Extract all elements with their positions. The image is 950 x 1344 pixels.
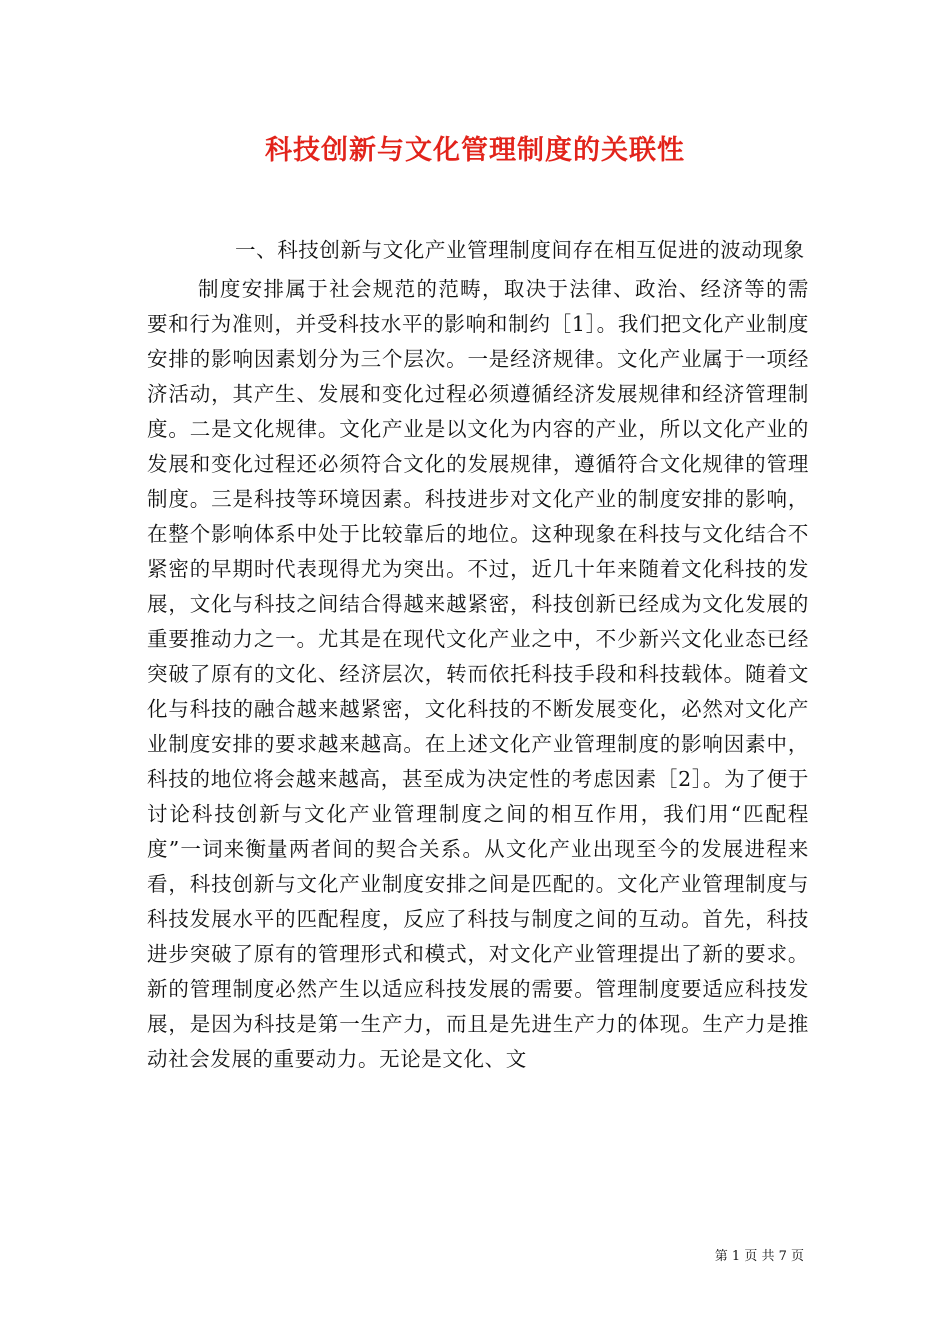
body-paragraph: 制度安排属于社会规范的范畴，取决于法律、政治、经济等的需要和行为准则，并受科技水平的影响和制约［1］。我们把文化产业制度安排的影响因素划分为三个层次。一是经济规律。文化产业属于一项经济活动，其产生、发展和变化过程必须遵循经济发展规律和经济管理制度。二是文化规律。文化产业是以文化为内容的产业，所以文化产业的发展和变化过程还必须符合文化的发展规律，遵循符合文化规律的管理制度。三是科技等环境因素。科技进步对文化产业的制度安排的影响，在整个影响体系中处于比较靠后的地位。这种现象在科技与文化结合不紧密的早期时代表现得尤为突出。不过，近几十年来随着文化科技的发展，文化与科技之间结合得越来越紧密，科技创新已经成为文化发展的重要推动力之一。尤其是在现代文化产业之中，不少新兴文化业态已经突破了原有的文化、经济层次，转而依托科技手段和科技载体。随着文化与科技的融合越来越紧密，文化科技的不断发展变化，必然对文化产业制度安排的要求越来越高。在上述文化产业管理制度的影响因素中，科技的地位将会越来越高，甚至成为决定性的考虑因素［2］。为了便于讨论科技创新与文化产业管理制度之间的相互作用，我们用“匹配程度”一词来衡量两者间的契合关系。从文化产业出现至今的发展进程来看，科技创新与文化产业制度安排之间是匹配的。文化产业管理制度与科技发展水平的匹配程度，反应了科技与制度之间的互动。首先，科技进步突破了原有的管理形式和模式，对文化产业管理提出了新的要求。新的管理制度必然产生以适应科技发展的需要。管理制度要适应科技发展，是因为科技是第一生产力，而且是先进生产力的体现。生产力是推动社会发展的重要动力。无论是文化、文 xyxy=(147,277,809,1071)
section-heading: 一、科技创新与文化产业管理制度间存在相互促进的波动现象 xyxy=(235,238,805,262)
page-number: 第 1 页 共 7 页 xyxy=(714,1249,804,1264)
document-title: 科技创新与文化管理制度的关联性 xyxy=(265,135,685,166)
document-body xyxy=(147,233,809,1077)
